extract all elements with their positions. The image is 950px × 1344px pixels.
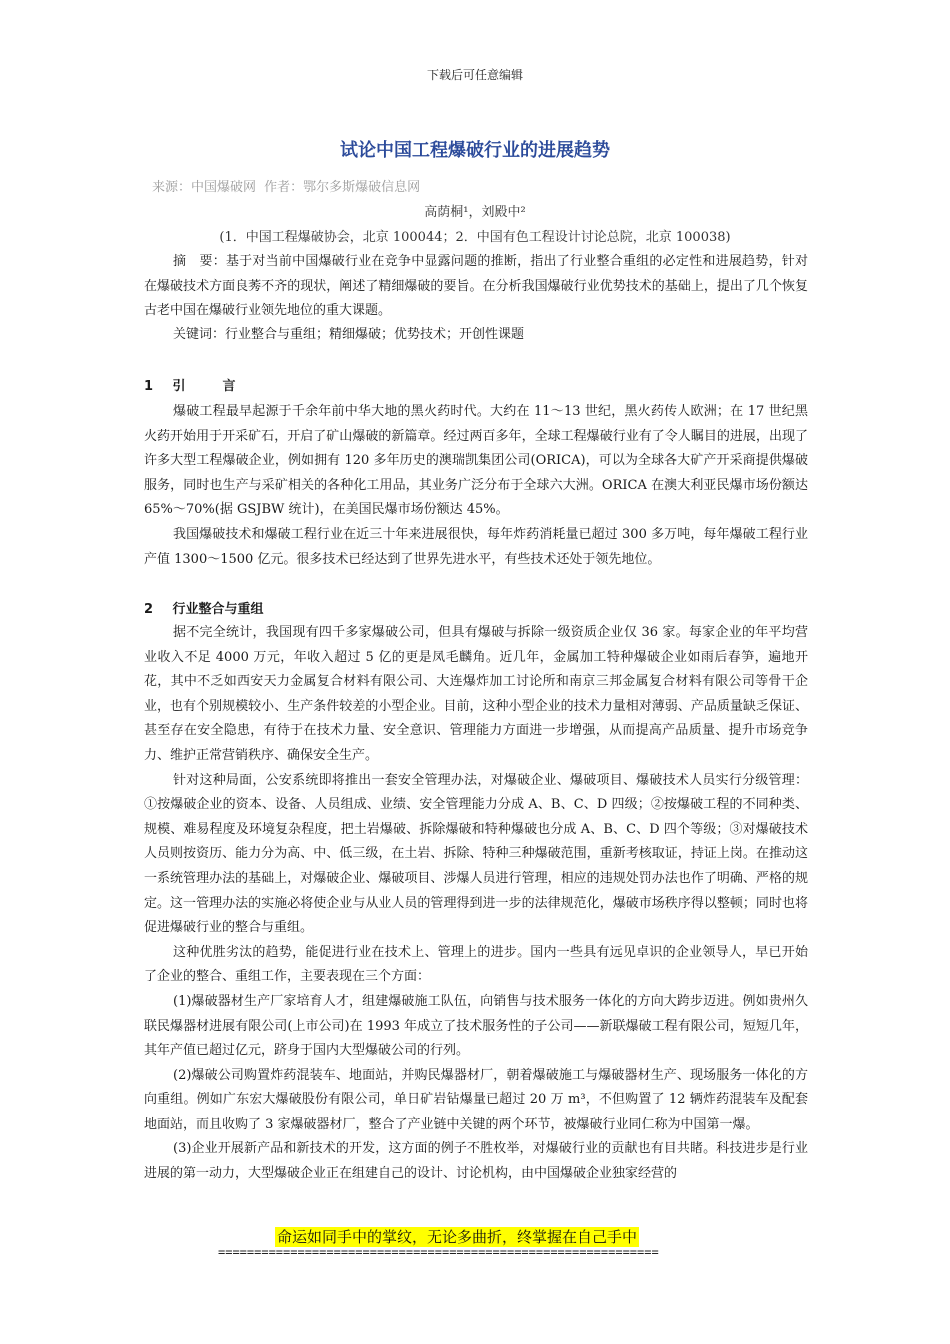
abstract-text: 摘 要：基于对当前中国爆破行业在竞争中显露问题的推断，指出了行业整合重组的必定性和进展趋势，针对在爆破技术方面良莠不齐的现状，阐述了精细爆破的要旨。在分析我国爆破行业优势技术的基础上，提出了几个恢复古老中国在爆破行业领先地位的重大课题。 <box>144 254 808 319</box>
affiliation: (1．中国工程爆破协会，北京 100044；2．中国有色工程设计讨论总院，北京 100038) <box>219 230 731 245</box>
section-1-title: 引 言 <box>172 379 248 394</box>
section-2-title: 行业整合与重组 <box>172 602 264 617</box>
paragraph: 爆破工程最早起源于千余年前中华大地的黑火药时代。大约在 11～13 世纪，黑火药传人欧洲；在 17 世纪黑火药开始用于开采矿石，开启了矿山爆破的新篇章。经过两百多年，全球工程爆破行业有了令人瞩目的进展，出现了许多大型工程爆破企业，例如拥有 120 多年历史的澳瑞凯集团公司(ORICA)，可以为全球各大矿产开采商提供爆破服务，同时也生产与采矿相关的各种化工用品，其业务广泛分布于全球六大洲。ORICA 在澳大利亚民爆市场份额达 65%～70%(据 GSJBW 统计)，在美国民爆市场份额达 45%。 <box>144 404 808 518</box>
paragraph: 这种优胜劣汰的趋势，能促进行业在技术上、管理上的进步。国内一些具有远见卓识的企业领导人，早已开始了企业的整合、重组工作，主要表现在三个方面： <box>144 944 808 985</box>
abstract <box>144 250 808 324</box>
paragraph: (1)爆破器材生产厂家培育人才，组建爆破施工队伍，向销售与技术服务一体化的方向大跨步迈进。例如贵州久联民爆器材进展有限公司(上市公司)在 1993 年成立了技术服务性的子公司——新联爆破工程有限公司，短短几年，其年产值已超过亿元，跻身于国内大型爆破公司的行列。 <box>144 993 808 1059</box>
section-2-body <box>144 621 808 1187</box>
section-1-heading <box>144 375 248 394</box>
paragraph: (2)爆破公司购置炸药混装车、地面站，并购民爆器材厂，朝着爆破施工与爆破器材生产、现场服务一体化的方向重组。例如广东宏大爆破股份有限公司，单日矿岩钻爆量已超过 20 万 m³，不但购置了 12 辆炸药混装车及配套地面站，而且收购了 3 家爆破器材厂，整合了产业链中关键的两个环节，被爆破行业同仁称为中国第一爆。 <box>144 1067 808 1132</box>
source-author: 作者：鄂尔多斯爆破信息网 <box>264 180 421 195</box>
section-2-number: 2 <box>144 602 154 617</box>
paragraph: (3)企业开展新产品和新技术的开发，这方面的例子不胜枚举，对爆破行业的贡献也有目共睹。科技进步是行业进展的第一动力，大型爆破企业正在组建自己的设计、讨论机构，由中国爆破企业独家经营的 <box>144 1141 808 1182</box>
paragraph: 我国爆破技术和爆破工程行业在近三十年来进展很快，每年炸药消耗量已超过 300 多万吨，每年爆破工程行业产值 1300～1500 亿元。很多技术已经达到了世界先进水平，有些技术还处于领先地位。 <box>144 526 808 567</box>
header-note: 下载后可任意编辑 <box>426 68 523 82</box>
keywords: 关键词：行业整合与重组；精细爆破；优势技术；开创性课题 <box>173 327 525 342</box>
footer-rule: ============================================================= <box>218 1245 659 1259</box>
paragraph: 针对这种局面，公安系统即将推出一套安全管理办法，对爆破企业、爆破项目、爆破技术人员实行分级管理：①按爆破企业的资本、设备、人员组成、业绩、安全管理能力分成 A、B、C、D 四级；②按爆破工程的不同种类、规模、难易程度及环境复杂程度，把土岩爆破、拆除爆破和特种爆破也分成 A、B、C、D 四个等级；③对爆破技术人员则按资历、能力分为高、中、低三级，在土岩、拆除、特种三种爆破范围，重新考核取证，持证上岗。在推动这一系统管理办法的基础上，对爆破企业、爆破项目、涉爆人员进行管理，相应的违规处罚办法也作了明确、严格的规定。这一管理办法的实施必将使企业与从业人员的管理得到进一步的法律规范化，爆破市场秩序得以整顿；同时也将促进爆破行业的整合与重组。 <box>144 772 808 936</box>
source-line <box>152 176 424 195</box>
footer-motto: 命运如同手中的掌纹，无论多曲折，终掌握在自己手中 <box>277 1228 638 1246</box>
section-2-heading <box>144 598 264 617</box>
authors: 高荫桐¹，刘殿中² <box>424 205 526 220</box>
paragraph: 据不完全统计，我国现有四千多家爆破公司，但具有爆破与拆除一级资质企业仅 36 家。每家企业的年平均营业收入不足 4000 万元，年收入超过 5 亿的更是凤毛麟角。近几年，金属加工特种爆破企业如雨后春笋，遍地开花，其中不乏如西安天力金属复合材料有限公司、大连爆炸加工讨论所和南京三邦金属复合材料有限公司等骨干企业，也有个别规模较小、生产条件较差的小型企业。目前，这种小型企业的技术力量相对薄弱、产品质量缺乏保证、甚至存在安全隐患，有待于在技术力量、安全意识、管理能力方面进一步增强，从而提高产品质量、提升市场竞争力、维护正常营销秩序、确保安全生产。 <box>144 625 808 763</box>
source-label: 来源：中国爆破网 <box>152 180 257 195</box>
article-title: 试论中国工程爆破行业的进展趋势 <box>340 140 610 161</box>
section-1-number: 1 <box>144 379 154 394</box>
section-1-body <box>144 400 808 572</box>
